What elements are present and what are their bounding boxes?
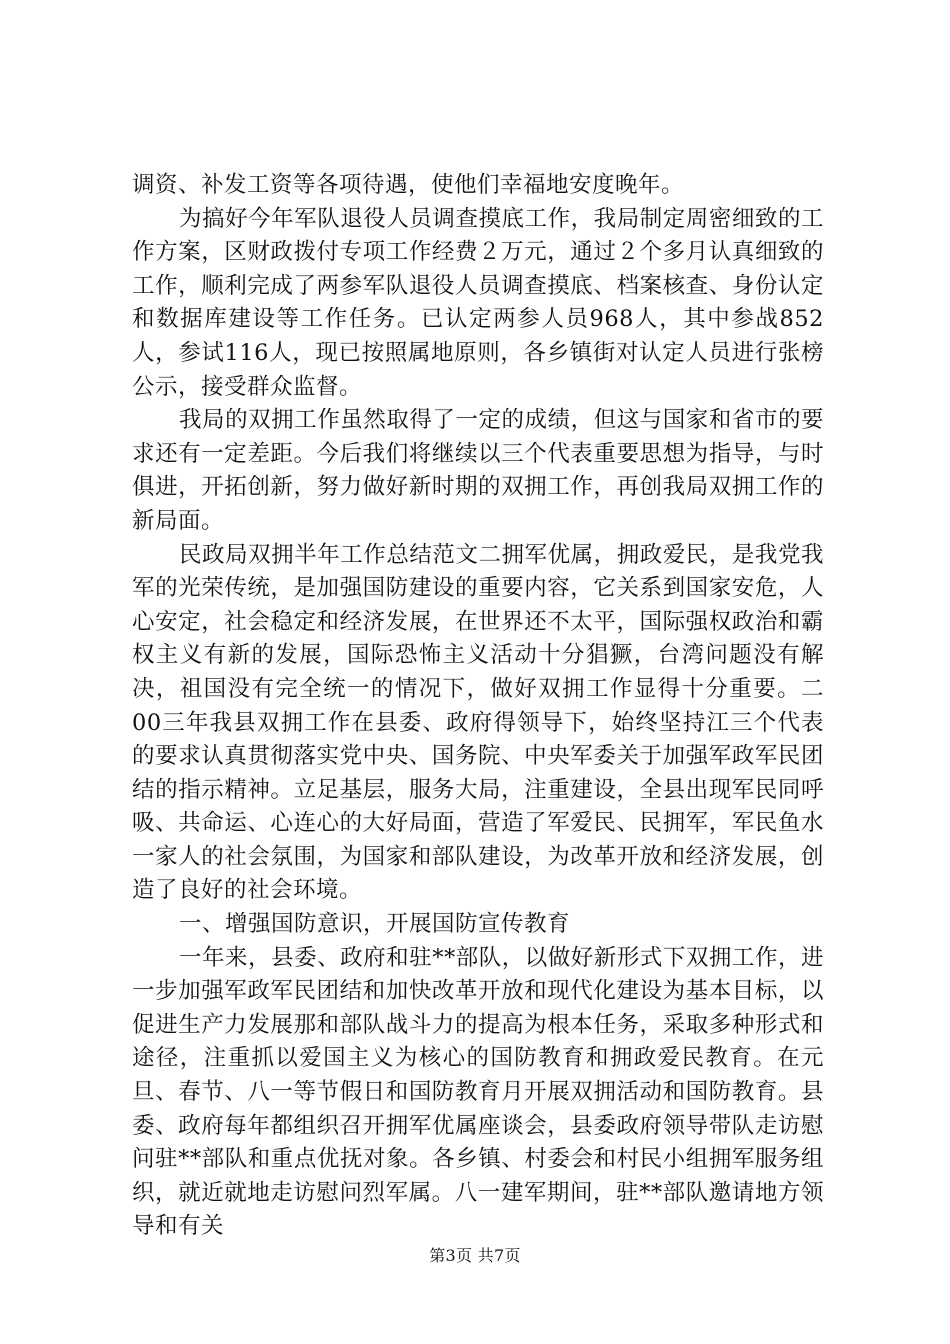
document-body [132, 169, 824, 1244]
paragraph-1: 调资、补发工资等各项待遇，使他们幸福地安度晚年。 [132, 172, 685, 198]
paragraph-3: 我局的双拥工作虽然取得了一定的成绩，但这与国家和省市的要求还有一定差距。今后我们将继续以三个代表重要思想为指导，与时俱进，开拓创新，努力做好新时期的双拥工作，再创我局双拥工作的新局面。 [132, 407, 824, 534]
page-footer: 第3页 共7页 [429, 1246, 521, 1265]
section-heading: 一、增强国防意识，开展国防宣传教育 [179, 911, 571, 938]
paragraph-4: 民政局双拥半年工作总结范文二拥军优属，拥政爱民，是我党我军的光荣传统，是加强国防建设的重要内容，它关系到国家安危，人心安定，社会稳定和经济发展，在世界还不太平，国际强权政治和霸权主义有新的发展，国际恐怖主义活动十分猖獗，台湾问题没有解决，祖国没有完全统一的情况下，做好双拥工作显得十分重要。二00三年我县双拥工作在县委、政府得领导下，始终坚持江三个代表的要求认真贯彻落实党中央、国务院、中央军委关于加强军政军民团结的指示精神。立足基层，服务大局，注重建设，全县出现军民同呼吸、共命运、心连心的大好局面，营造了军爱民、民拥军，军民鱼水一家人的社会氛围，为国家和部队建设，为改革开放和经济发展，创造了良好的社会环境。 [132, 541, 824, 904]
paragraph-2: 为搞好今年军队退役人员调查摸底工作，我局制定周密细致的工作方案，区财政拨付专项工作经费２万元，通过２个多月认真细致的工作，顺利完成了两参军队退役人员调查摸底、档案核查、身份认定和数据库建设等工作任务。已认定两参人员968人，其中参战852人，参试116人，现已按照属地原则，各乡镇街对认定人员进行张榜公示，接受群众监督。 [132, 205, 824, 400]
paragraph-5: 一年来，县委、政府和驻**部队，以做好新形式下双拥工作，进一步加强军政军民团结和加快改革开放和现代化建设为基本目标，以促进生产力发展那和部队战斗力的提高为根本任务，采取多种形式和途径，注重抓以爱国主义为核心的国防教育和拥政爱民教育。在元旦、春节、八一等节假日和国防教育月开展双拥活动和国防教育。县委、政府每年都组织召开拥军优属座谈会，县委政府领导带队走访慰问驻**部队和重点优抚对象。各乡镇、村委会和村民小组拥军服务组织，就近就地走访慰问烈军属。八一建军期间，驻**部队邀请地方领导和有关 [132, 944, 824, 1240]
